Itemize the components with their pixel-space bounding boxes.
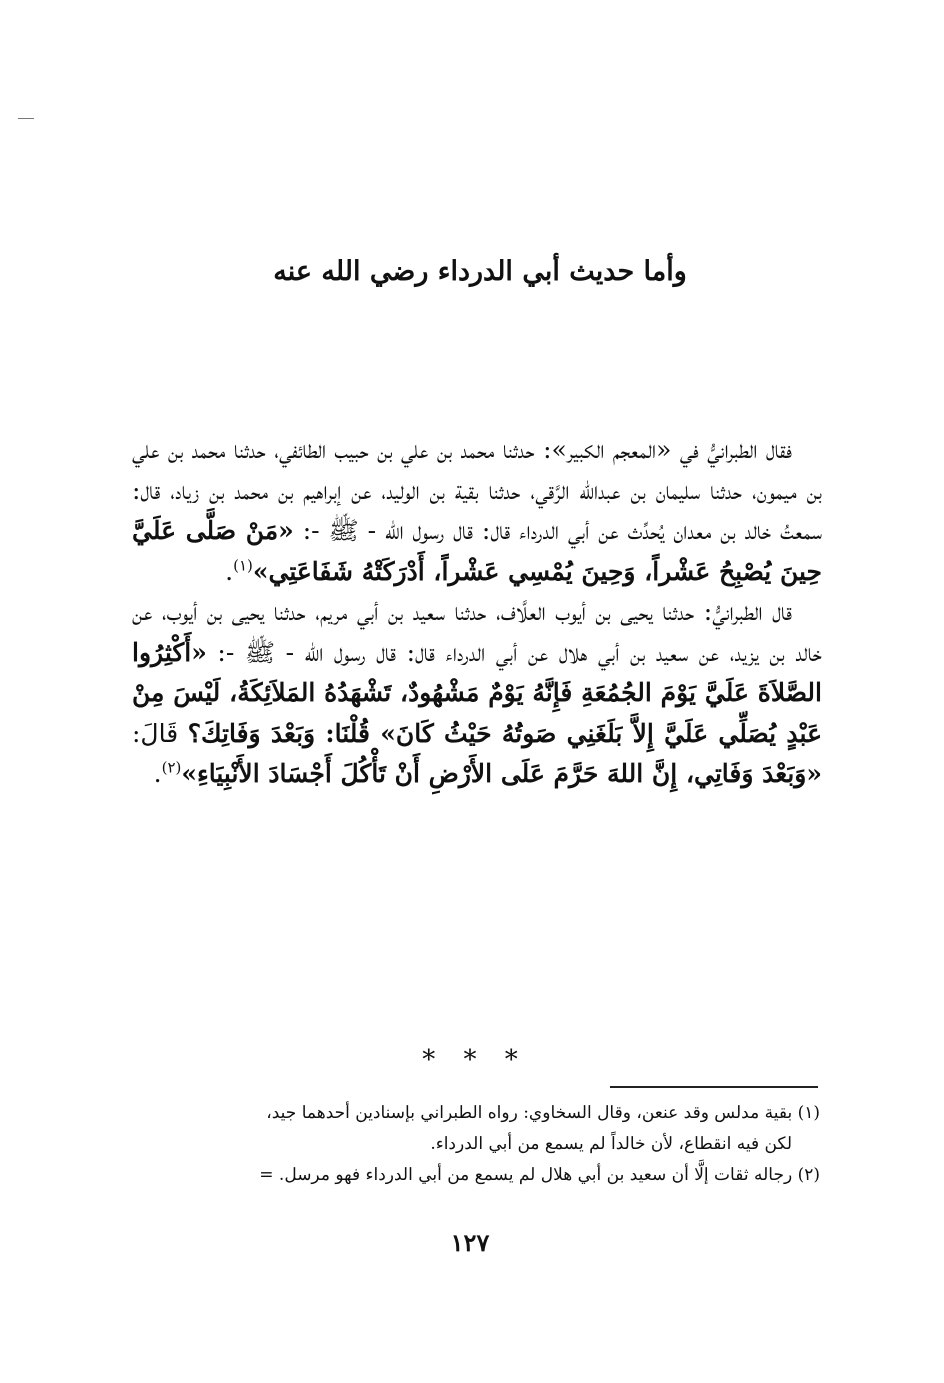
footnote-ref-2: (٢)	[161, 758, 182, 777]
section-heading: وأما حديث أبي الدرداء رضي الله عنه	[273, 256, 687, 287]
paragraph-2-hadith-2: «وَبَعْدَ وَفَاتِي، إِنَّ اللهَ حَرَّمَ عَلَى الأَرْضِ أَنْ تَأْكُلَ أَجْسَادَ الأَنْبِيَاءِ»	[181, 759, 822, 788]
footnote-divider	[610, 1086, 818, 1088]
footnote-2: (٢) رجاله ثقات إلَّا أن سعيد بن أبي هلال لم يسمع من أبي الدرداء فهو مرسل. =	[259, 1165, 820, 1185]
footnote-1-line-2: لكن فيه انقطاع، لأن خالداً لم يسمع من أبي الدرداء.	[430, 1134, 792, 1154]
main-text	[132, 430, 822, 795]
paragraph-1-hadith: «مَنْ صَلَّى عَلَيَّ حِينَ يُصْبِحُ عَشْراً، وَحِينَ يُمْسِي عَشْراً، أَدْرَكَتْهُ شَفَاعَتِي»	[132, 516, 822, 586]
section-separator: * * *	[422, 1045, 528, 1075]
paragraph-1-end: .	[225, 556, 234, 586]
paragraph-2-hadith-1: «أَكْثِرُوا الصَّلاَةَ عَلَيَّ يَوْمَ الجُمُعَةِ فَإِنَّهُ يَوْمٌ مَشْهُودٌ، تَشْهَدُهُ المَلاَئِكَةُ، لَيْسَ مِنْ عَبْدٍ يُصَلِّي عَلَيَّ إِلاَّ بَلَغَنِي صَوتُهُ حَيْثُ كَانَ» قُلْنَا: وَبَعْدَ وَفَاتِكَ؟	[132, 637, 823, 748]
margin-mark	[18, 118, 34, 119]
paragraph-2-intro: قال الطبرانيُّ: حدثنا يحيى بن أيوب العلَّاف، حدثنا سعيد بن أبي مريم، حدثنا يحيى بن أيوب، عن خالد بن يزيد، عن سعيد بن أبي هلال عن أبي الدرداء قال: قال رسول الله - ﷺ -:	[132, 597, 822, 667]
paragraph-2-end: .	[153, 759, 162, 788]
paragraph-2	[132, 592, 822, 795]
paragraph-1-intro: فقال الطبرانيُّ في «المعجم الكبير»: حدثنا محمد بن علي بن حبيب الطائفي، حدثنا محمد بن علي بن ميمون، حدثنا سليمان بن عبدالله الرَّقي، حدثنا بقية بن الوليد، عن إبراهيم بن محمد بن زياد، قال: سمعتُ خالد بن معدان يُحدِّث عن أبي الدرداء قال: قال رسول الله - ﷺ -:	[132, 435, 823, 545]
page-number: ١٢٧	[450, 1228, 490, 1257]
footnotes	[108, 1098, 820, 1191]
paragraph-2-qala: قَالَ:	[132, 718, 188, 748]
footnote-1-line-1: (١) بقية مدلس وقد عنعن، وقال السخاوي: رواه الطبراني بإسنادين أحدهما جيد،	[266, 1103, 820, 1123]
paragraph-1	[132, 430, 822, 592]
footnote-ref-1: (١)	[233, 556, 253, 575]
